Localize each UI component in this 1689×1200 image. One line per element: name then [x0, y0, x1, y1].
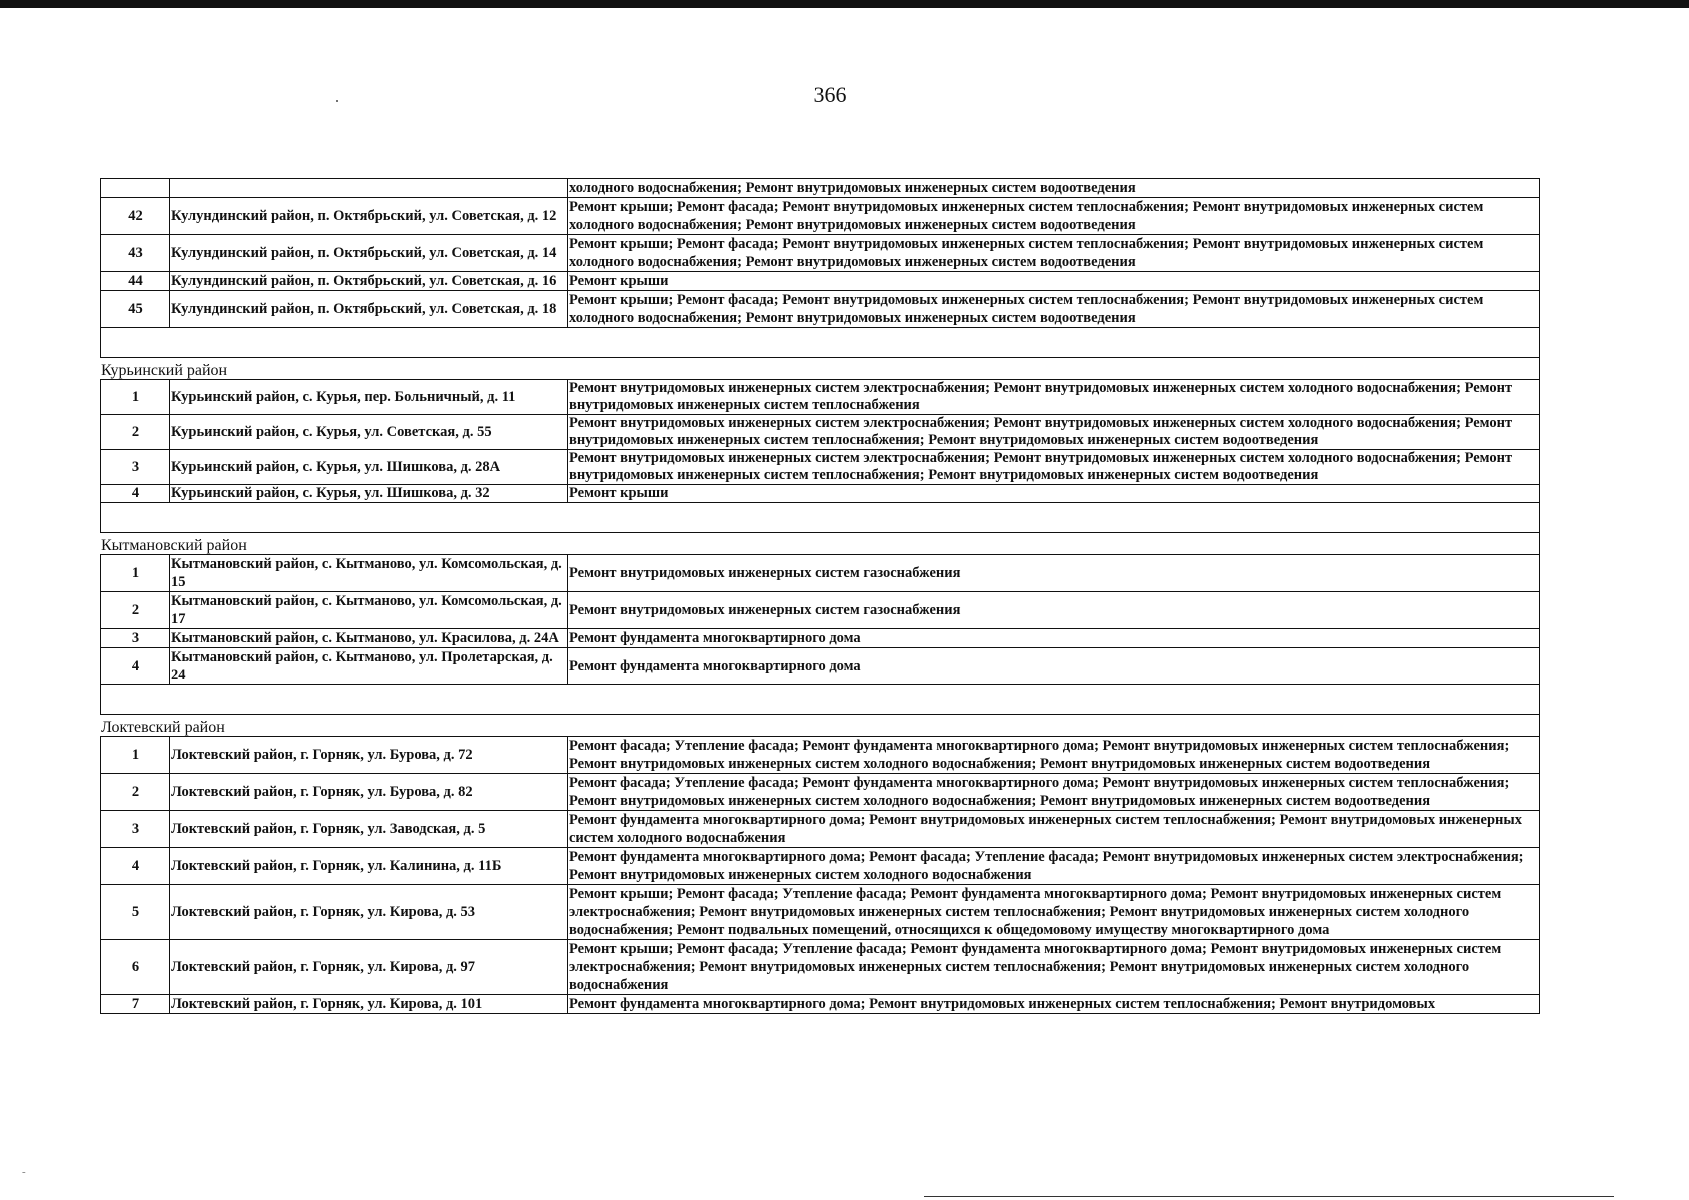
address-cell: Курьинский район, с. Курья, ул. Советская, д. 55	[169, 415, 567, 449]
works-cell: Ремонт крыши; Ремонт фасада; Утепление фасада; Ремонт фундамента многоквартирного дома; Ремонт внутридомовых инженерных систем электроснабжения; Ремонт внутридомовых инженерных систем теплоснабжения; Ремонт внутридомовых инженерных систем холодного водоснабжения	[567, 940, 1541, 994]
table-row	[100, 885, 1540, 940]
address-cell: Кулундинский район, п. Октябрьский, ул. Советская, д. 14	[169, 235, 567, 271]
repair-table	[100, 178, 1540, 1014]
scan-bottom-line	[924, 1196, 1614, 1197]
table-row	[100, 198, 1540, 235]
section-title: Кытмановский район	[100, 533, 1540, 555]
address-cell: Локтевский район, г. Горняк, ул. Кирова, д. 97	[169, 940, 567, 994]
table-row	[100, 629, 1540, 648]
table-row	[100, 592, 1540, 629]
works-cell: Ремонт фундамента многоквартирного дома; Ремонт внутридомовых инженерных систем теплоснабжения; Ремонт внутридомовых	[567, 995, 1541, 1013]
address-cell: Локтевский район, г. Горняк, ул. Бурова, д. 82	[169, 774, 567, 810]
row-number-cell: 2	[131, 602, 140, 618]
row-number-cell: 5	[131, 904, 140, 920]
address-cell: Локтевский район, г. Горняк, ул. Заводская, д. 5	[169, 811, 567, 847]
row-number-cell: 43	[128, 245, 143, 261]
row-number-cell: 3	[131, 630, 140, 646]
table-row	[100, 415, 1540, 450]
table-row-continuation	[100, 178, 1540, 198]
works-cell: Ремонт внутридомовых инженерных систем газоснабжения	[567, 592, 1541, 628]
row-number-cell: 4	[131, 658, 140, 674]
section-gap	[100, 685, 1540, 715]
section-gap	[100, 503, 1540, 533]
table-row	[100, 648, 1540, 685]
table-row	[100, 995, 1540, 1014]
works-cell: Ремонт внутридомовых инженерных систем газоснабжения	[567, 555, 1541, 591]
table-row	[100, 940, 1540, 995]
row-number-cell: 44	[128, 273, 143, 289]
section-gap	[100, 328, 1540, 358]
address-cell: Локтевский район, г. Горняк, ул. Калинина, д. 11Б	[169, 848, 567, 884]
table-row	[100, 235, 1540, 272]
table-row	[100, 848, 1540, 885]
row-number-cell: 4	[131, 485, 140, 501]
row-number-cell: 3	[131, 821, 140, 837]
works-cell: Ремонт фундамента многоквартирного дома	[567, 648, 1541, 684]
scan-mark: -	[22, 1166, 26, 1178]
row-number-cell: 4	[131, 858, 140, 874]
scan-speck	[336, 100, 338, 102]
address-cell: Кытмановский район, с. Кытманово, ул. Комсомольская, д. 15	[169, 555, 567, 591]
table-row	[100, 380, 1540, 415]
row-number-cell: 1	[131, 747, 140, 763]
address-cell: Курьинский район, с. Курья, пер. Больничный, д. 11	[169, 380, 567, 414]
table-row	[100, 774, 1540, 811]
works-cell: Ремонт внутридомовых инженерных систем электроснабжения; Ремонт внутридомовых инженерных систем холодного водоснабжения; Ремонт внутридомовых инженерных систем теплоснабжения	[567, 380, 1541, 414]
works-cell: Ремонт крыши; Ремонт фасада; Ремонт внутридомовых инженерных систем теплоснабжения; Ремонт внутридомовых инженерных систем холодного водоснабжения; Ремонт внутридомовых инженерных систем водоотведения	[567, 291, 1541, 327]
works-cell: Ремонт крыши; Ремонт фасада; Утепление фасада; Ремонт фундамента многоквартирного дома; Ремонт внутридомовых инженерных систем электроснабжения; Ремонт внутридомовых инженерных систем теплоснабжения; Ремонт внутридомовых инженерных систем холодного водоснабжения; Ремонт подвальных помещений, относящихся к общедомовому имуществу многоквартирного дома	[567, 885, 1541, 939]
table-row	[100, 485, 1540, 503]
works-cell: Ремонт крыши	[567, 272, 1541, 290]
table-row	[100, 450, 1540, 485]
row-number-cell: 1	[131, 565, 140, 581]
address-cell	[169, 179, 567, 197]
row-number-cell	[101, 179, 169, 197]
works-cell: Ремонт внутридомовых инженерных систем электроснабжения; Ремонт внутридомовых инженерных систем холодного водоснабжения; Ремонт внутридомовых инженерных систем теплоснабжения; Ремонт внутридомовых инженерных систем водоотведения	[567, 450, 1541, 484]
scan-top-edge	[0, 0, 1689, 8]
table-row	[100, 272, 1540, 291]
works-cell: Ремонт фасада; Утепление фасада; Ремонт фундамента многоквартирного дома; Ремонт внутридомовых инженерных систем теплоснабжения; Ремонт внутридомовых инженерных систем холодного водоснабжения; Ремонт внутридомовых инженерных систем водоотведения	[567, 774, 1541, 810]
address-cell: Курьинский район, с. Курья, ул. Шишкова, д. 28А	[169, 450, 567, 484]
row-number-cell: 7	[131, 996, 140, 1012]
address-cell: Кулундинский район, п. Октябрьский, ул. Советская, д. 12	[169, 198, 567, 234]
row-number-cell: 3	[131, 458, 140, 475]
table-row	[100, 737, 1540, 774]
section-title: Локтевский район	[100, 715, 1540, 737]
works-cell: Ремонт фундамента многоквартирного дома	[567, 629, 1541, 647]
works-cell: Ремонт фундамента многоквартирного дома; Ремонт внутридомовых инженерных систем теплоснабжения; Ремонт внутридомовых инженерных систем холодного водоснабжения	[567, 811, 1541, 847]
works-cell: Ремонт фундамента многоквартирного дома; Ремонт фасада; Утепление фасада; Ремонт внутридомовых инженерных систем электроснабжения; Ремонт внутридомовых инженерных систем холодного водоснабжения	[567, 848, 1541, 884]
works-cell: холодного водоснабжения; Ремонт внутридомовых инженерных систем водоотведения	[567, 179, 1541, 197]
row-number-cell: 2	[131, 423, 140, 440]
address-cell: Кытмановский район, с. Кытманово, ул. Красилова, д. 24А	[169, 629, 567, 647]
works-cell: Ремонт внутридомовых инженерных систем электроснабжения; Ремонт внутридомовых инженерных систем холодного водоснабжения; Ремонт внутридомовых инженерных систем теплоснабжения; Ремонт внутридомовых инженерных систем водоотведения	[567, 415, 1541, 449]
address-cell: Кытмановский район, с. Кытманово, ул. Пролетарская, д. 24	[169, 648, 567, 684]
address-cell: Курьинский район, с. Курья, ул. Шишкова, д. 32	[169, 485, 567, 502]
address-cell: Кулундинский район, п. Октябрьский, ул. Советская, д. 16	[169, 272, 567, 290]
row-number-cell: 2	[131, 784, 140, 800]
section-title: Курьинский район	[100, 358, 1540, 380]
table-row	[100, 291, 1540, 328]
address-cell: Кулундинский район, п. Октябрьский, ул. Советская, д. 18	[169, 291, 567, 327]
row-number-cell: 45	[128, 301, 143, 317]
works-cell: Ремонт крыши	[567, 485, 1541, 502]
address-cell: Локтевский район, г. Горняк, ул. Кирова, д. 53	[169, 885, 567, 939]
row-number-cell: 42	[128, 208, 143, 224]
address-cell: Локтевский район, г. Горняк, ул. Бурова, д. 72	[169, 737, 567, 773]
works-cell: Ремонт крыши; Ремонт фасада; Ремонт внутридомовых инженерных систем теплоснабжения; Ремонт внутридомовых инженерных систем холодного водоснабжения; Ремонт внутридомовых инженерных систем водоотведения	[567, 235, 1541, 271]
address-cell: Кытмановский район, с. Кытманово, ул. Комсомольская, д. 17	[169, 592, 567, 628]
address-cell: Локтевский район, г. Горняк, ул. Кирова, д. 101	[169, 995, 567, 1013]
row-number-cell: 1	[131, 388, 140, 405]
page-number: 366	[813, 82, 847, 107]
table-row	[100, 555, 1540, 592]
works-cell: Ремонт крыши; Ремонт фасада; Ремонт внутридомовых инженерных систем теплоснабжения; Ремонт внутридомовых инженерных систем холодного водоснабжения; Ремонт внутридомовых инженерных систем водоотведения	[567, 198, 1541, 234]
row-number-cell: 6	[131, 959, 140, 975]
works-cell: Ремонт фасада; Утепление фасада; Ремонт фундамента многоквартирного дома; Ремонт внутридомовых инженерных систем теплоснабжения; Ремонт внутридомовых инженерных систем холодного водоснабжения; Ремонт внутридомовых инженерных систем водоотведения	[567, 737, 1541, 773]
table-row	[100, 811, 1540, 848]
